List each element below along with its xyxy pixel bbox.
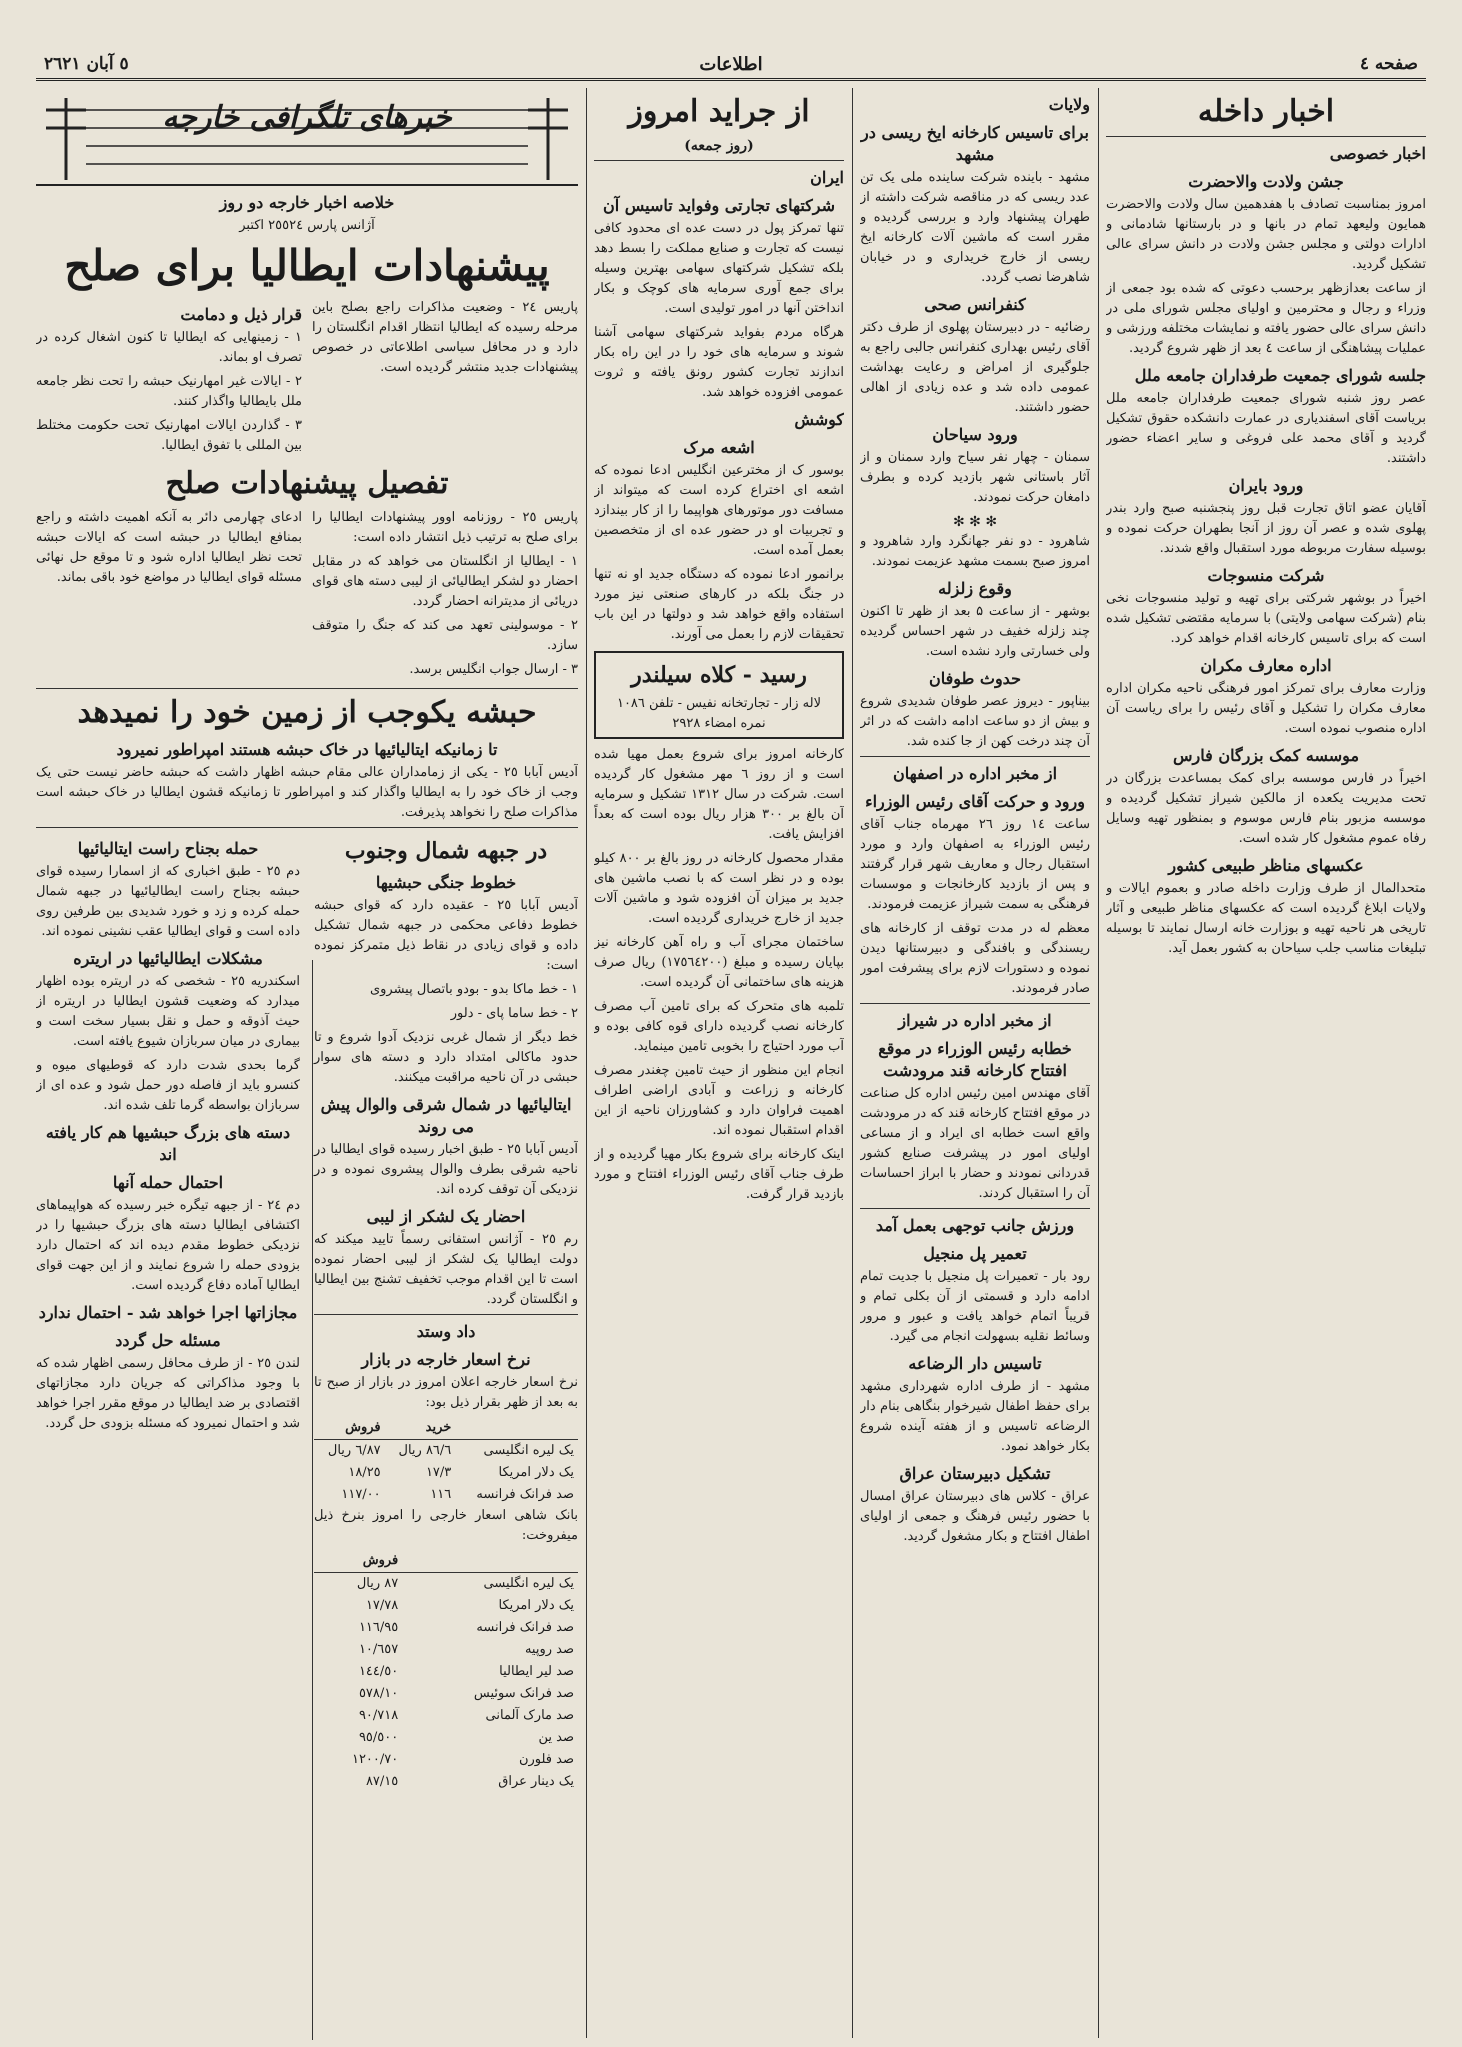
page-number: صفحه ٤ <box>1359 54 1418 74</box>
article-text: گرما بحدی شدت دارد که قوطیهای میوه و کنسرو باید از فاصله دور حمل شود و عده ای از سربازان بواسطه گرما تلف شده اند. <box>36 1058 300 1113</box>
article-heading: ایتالیائیها در شمال شرقی والوال پیش می روند <box>320 1095 572 1136</box>
list-item: ٣ - ارسال جواب انگلیس برسد. <box>409 662 578 677</box>
article-text: دم ۲٤ - از جبهه تیگره خبر رسیده که هواپیماهای اکتشافی ایطالیا دسته های بزرگ حبشیها را در نزدیکی خطوط مقدم دیده اند که احتمال دارد بزودی حمله را شروع نمایند و از این جهت قوای ایطالیا آماده دفاع گردیده است. <box>36 1198 300 1293</box>
currency-name: صد فرانک فرانسه <box>476 1487 574 1502</box>
article-text: رضائیه - در دبیرستان پهلوی از طرف دکتر آقای رئیس بهداری کنفرانس جالبی راجع به جلوگیری از امراض و رعایت بهداشت عمومی داده شد و عده زیادی از اهالی حضور داشتند. <box>860 320 1090 415</box>
buy-rate: ۱۱٦ <box>430 1487 452 1502</box>
article-text: ساعت ۱٤ روز ۲٦ مهرماه جناب آقای رئیس الوزراء به اصفهان وارد و مورد استقبال رجال و معاریف شهر قرار گرفتند و پس از بازدید کارخانجات و موسسات فرهنگی به سمت شیراز عزیمت فرمودند. <box>860 817 1090 912</box>
article-text: آقایان عضو اتاق تجارت قبل روز پنجشنبه صبح وارد بندر پهلوی شده و عصر آن روز از آنجا بطهران حرکت نموده و بوسیله سفارت مربوطه مورد استقبال واقع شدند. <box>1106 501 1426 556</box>
article-text: شاهرود - دو نفر جهانگرد وارد شاهرود و امروز صبح بسمت مشهد عزیمت نمودند. <box>860 534 1090 569</box>
local-news-title: اخبار داخله <box>1197 94 1335 129</box>
article-text: هرگاه مردم بفواید شرکتهای سهامی آشنا شوند و سرمایه های خود را در این راه بکار اندازند تجارت کشور رونق یافته و ثروت عمومی افزوده خواهد شد. <box>594 325 844 400</box>
sell-rate: ٦٥٧/۱۰ <box>358 1642 399 1657</box>
issue-date: ٥ آبان ٢٦٢١ <box>44 54 129 74</box>
article-text: بوشهر - از ساعت ۵ بعد از ظهر تا اکنون چند زلزله خفیف در شهر احساس گردیده ولی خسارتی وارد نشده است. <box>860 604 1090 659</box>
sell-rate: ۱٤٤/٥۰ <box>358 1664 399 1679</box>
article-text: بوسور ک از مخترعین انگلیس ادعا نموده که اشعه ای اختراع کرده است که میتواند از مسافت دور موتورهای هواپیما را از کار بیندازد و تجربیات او در حضور عده ای از متخصصین بعمل آمده است. <box>594 463 844 558</box>
sell-rate: ٥۷۸/۱۰ <box>358 1686 399 1701</box>
table-row <box>314 1661 578 1683</box>
article-heading: از مخبر اداره در اصفهان <box>892 764 1058 783</box>
article-text: عصر روز شنبه شورای جمعیت طرفداران جامعه ملل بریاست آقای اسفندیاری در عمارت دانشکده حقوق تشکیل گردید و آقای محمد علی فروغی و سایر اعضاء حضور داشتند. <box>1106 391 1426 466</box>
table-row <box>314 1462 578 1484</box>
column-rule <box>1098 88 1099 2038</box>
buy-header: خرید <box>385 1417 456 1440</box>
buy-rate: ۱۷/۳ <box>425 1465 452 1480</box>
advertisement-title: رسید - کلاه سیلندر <box>631 662 807 688</box>
article-heading: اداره معارف مکران <box>1200 656 1332 675</box>
advertisement-box <box>594 651 844 739</box>
article-heading: جلسه شورای جمعیت طرفداران جامعه ملل <box>1134 366 1426 385</box>
list-item: ١ - خط ماکا بدو - بودو باتصال پیشروی <box>369 982 578 997</box>
article-heading: تاسیس دار الرضاعه <box>908 1354 1042 1373</box>
currency-name: یک لیره انگلیسی <box>483 1443 574 1458</box>
article-text: تلمبه های متحرک که برای تامین آب مصرف کارخانه نصب گردیده دارای قوه کافی بوده و آب مورد احتیاج را بخوبی تامین مینماید. <box>594 999 844 1054</box>
table-row <box>314 1705 578 1727</box>
table-row <box>314 1683 578 1705</box>
article-heading: ورود سیاحان <box>932 425 1018 444</box>
article-heading: کنفرانس صحی <box>924 295 1026 314</box>
article-heading: تشکیل دبیرستان عراق <box>899 1464 1051 1483</box>
advertisement-number: نمره امضاء ۲٩۲۸ <box>672 716 766 731</box>
currency-name: صد مارک آلمانی <box>485 1708 574 1723</box>
local-news-column <box>1106 88 1426 2038</box>
bank-note: بانک شاهی اسعار خارجی را امروز بنرخ ذیل میفروخت: <box>314 1508 578 1543</box>
table-row <box>314 1771 578 1793</box>
article-heading: مشکلات ایطالیائیها در اریتره <box>73 949 263 968</box>
list-heading: قرار ذیل و دمامت <box>180 305 302 324</box>
article-headline: حبشه یکوجب از زمین خود را نمیدهد <box>77 695 537 730</box>
foreign-summary: خلاصه اخبار خارجه دو روز <box>219 193 395 212</box>
currency-name: صد لیر ایطالیا <box>499 1664 574 1679</box>
article-heading: مجازاتها اجرا خواهد شد - احتمال ندارد <box>38 1303 298 1322</box>
sell-rate: ۸۷/٦ ریال <box>327 1443 381 1458</box>
article-text: آدیس آبابا ۲٥ - یکی از زمامداران عالی مقام حبشه اظهار داشت که حبشه حاضر نیست حتی یک وجب از خاک خود را به ایطالیا واگذار کند و امپراطور تا زمانیکه قشون ایطالیا در خاک حبشه است مذاکرات صلح را نخواهد پذیرفت. <box>36 765 578 820</box>
sell-rate: ۱۷/۷۸ <box>365 1598 399 1613</box>
article-heading: موسسه کمک بزرگان فارس <box>1172 746 1360 765</box>
list-item: ٢ - خط ساما پای - دلور <box>450 1006 578 1021</box>
provinces-column <box>860 88 1090 2038</box>
article-text: مشهد - از طرف اداره شهرداری مشهد برای حفظ اطفال شیرخوار بنگاهی بنام دار الرضاعه تاسیس و از هفته آینده شروع بکار خواهد نمود. <box>860 1379 1090 1454</box>
article-heading: خطابه رئیس الوزراء در موقع افتتاح کارخانه قند مرودشت <box>878 1039 1072 1080</box>
table-row <box>314 1639 578 1661</box>
article-text: رود بار - تعمیرات پل منجیل با جدیت تمام ادامه دارد و قسمتی از آن بکلی تمام و قریباً اتمام خواهد یافت و عبور و مرور وسائط نقلیه بسهولت انجام می گیرد. <box>860 1269 1090 1344</box>
table-row <box>314 1484 578 1506</box>
sell-rate: ۸۷/۱٥ <box>365 1774 399 1789</box>
currency-name: یک دلار امریکا <box>498 1465 574 1480</box>
article-text: پاریس ۲٤ - وضعیت مذاکرات راجع بصلح باین مرحله رسیده که ایطالیا انتظار اقدام انگلستان را دارد و در محافل سیاسی اطلاعاتی در خصوص پیشنهادات جدید منتشر گردیده است. <box>312 300 578 375</box>
article-text: عراق - کلاس های دبیرستان عراق امسال با حضور رئیس فرهنگ و جمعی از اولیای اطفال افتتاح و بکار مشغول گردید. <box>860 1489 1090 1544</box>
foreign-news-banner-title: خبرهای تلگرافی خارجه <box>162 100 452 135</box>
buy-rate: ۸٦/٦ ریال <box>398 1443 452 1458</box>
article-heading: دسته های بزرگ حبشیها هم کار یافته اند <box>45 1123 291 1164</box>
article-text: ساختمان مجرای آب و راه آهن کارخانه نیز بپایان رسیده و مبلغ (۱۷٥٦٤٢٠٠) ریال صرف هزینه های ساختمانی آن گردیده است. <box>594 935 844 990</box>
newspaper-name: اطلاعات <box>699 54 763 75</box>
column-rule <box>852 88 853 2038</box>
article-subheading: احتمال حمله آنها <box>112 1173 224 1192</box>
currency-name: صد فلورن <box>518 1752 574 1767</box>
article-text: اخیراً در بوشهر شرکتی برای تهیه و تولید منسوجات نخی بنام (شرکت سهامی ولایتی) با سرمایه مقتضی تشکیل شده است که برای تاسیس کارخانه اقدام خواهد کرد. <box>1106 591 1426 646</box>
article-text: آقای مهندس امین رئیس اداره کل صناعت در موقع افتتاح کارخانه قند که در مرودشت واقع است خطابه ای ایراد و از مساعی اولیای امور در پیشرفت صنایع کشور قدردانی نمودند و حضار با ابراز احساسات آن را استقبال کردند. <box>860 1086 1090 1201</box>
article-text: پاریس ۲٥ - روزنامه اوور پیشنهادات ایطالیا را برای صلح به ترتیب ذیل انتشار داده است: <box>312 510 578 545</box>
section-heading: اخبار خصوصی <box>1329 144 1426 163</box>
article-heading: عکسهای مناظر طبیعی کشور <box>1168 856 1364 875</box>
section-heading: ولایات <box>1048 95 1090 114</box>
list-item: ١ - ایطالیا از انگلستان می خواهد که در مقابل احضار دو لشکر ایطالیائی از لیبی دسته های قوای دریائی از مدیترانه احضار گردد. <box>312 554 578 609</box>
column-rule <box>586 88 587 2038</box>
article-headline: تفصیل پیشنهادات صلح <box>165 466 449 501</box>
article-text: دم ۲٥ - طبق اخباری که از اسمارا رسیده قوای حبشه بجناح راست ایطالیائیها در جبهه شمال حمله کرده و زد و خورد شدیدی بین طرفین روی داده است و قوای ایطالیا عقب نشینی نموده اند. <box>36 864 300 939</box>
article-text: متحدالمال از طرف وزارت داخله صادر و بعموم ایالات و ولایات ابلاغ گردیده است که عکسهای مناظر طبیعی و آثار تاریخی هر ناحیه تهیه و بوزارت خانه ارسال نمایند تا بوسیله تبلیغات مناسب جلب سیاحان به کشور بعمل آید. <box>1106 881 1426 956</box>
section-heading: داد وستد <box>416 1322 476 1341</box>
article-heading: برای تاسیس کارخانه ایخ ریسی در مشهد <box>861 123 1089 164</box>
article-heading: از مخبر اداره در شیراز <box>898 1011 1052 1030</box>
article-text: امروز بمناسبت تصادف با هفدهمین سال ولادت والاحضرت همایون ولیعهد تمام در بانها و در بارستانها شادمانی و ادارات دولتی و مجلس جشن ولادت در دانش سرای عالی تشکیل گردید. <box>1106 197 1426 272</box>
article-text: مشهد - باینده شرکت ساینده ملی یک تن عدد ریسی که در مناقصه شرکت داشته از طهران پیشنهاد وارد و بررسی گردیده و مقرر است که ماشین آلات کارخانه ایخ ریسی از خارج خریداری و در خیابان شاهرضا نصب گردد. <box>860 170 1090 285</box>
currency-name: یک لیره انگلیسی <box>483 1576 574 1591</box>
table-row <box>314 1573 578 1596</box>
article-text: لندن ۲٥ - از طرف محافل رسمی اظهار شده که با وجود مذاکراتی که جریان دارد مجازاتهای اقتصادی بر ضد ایطالیا در موقع مقرر اجرا خواهد شد و احتمال نمیرود که مسئله بزودی حل گردد. <box>36 1356 300 1431</box>
article-text: ادعای چهارمی دائر به آنکه اهمیت داشته و راجع بمنافع ایطالیا در حبشه است که ایالات حبشه تحت نظر ایطالیا اداره شود و تا موقع حل نهائی مسئله قوای ایطالیا در مواضع خود باقی بماند. <box>36 510 302 585</box>
table-row <box>314 1617 578 1639</box>
article-text: بیناپور - دیروز عصر طوفان شدیدی شروع و بیش از دو ساعت ادامه داشت که در اثر آن چند درخت کهن از جا کنده شد. <box>860 694 1090 749</box>
section-heading: ایران <box>810 168 844 187</box>
main-headline: پیشنهادات ایطالیا برای صلح <box>64 241 550 290</box>
article-heading: حمله بجناح راست ایتالیائیها <box>77 839 259 858</box>
article-text: انجام این منظور از حیث تامین چغندر مصرف کارخانه و زراعت و آبادی اراضی اطراف اهمیت فراوان دارد و کشاورزان ناحیه از این اقدام استقبال نموده اند. <box>594 1063 844 1138</box>
list-item: ٢ - ایالات غیر امهارنیک حبشه را تحت نظر جامعه ملل بایطالیا واگذار کنند. <box>36 374 302 409</box>
article-heading: احضار یک لشکر از لیبی <box>366 1207 526 1226</box>
article-headline: در جبهه شمال وجنوب <box>344 838 548 864</box>
article-heading: ورود بایران <box>1228 476 1304 495</box>
article-text: وزارت معارف برای تمرکز امور فرهنگی ناحیه مکران اداره معارف مکران را تشکیل و آقای رئیس را برای ریاست آن اداره منصوب نموده است. <box>1106 681 1426 736</box>
article-text: برانمور ادعا نموده که دستگاه جدید او نه تنها در جنگ بلکه در کارهای صنعتی نیز مورد استفاده واقع خواهد شد و دولتها در این باب تحقیقات لازم را بعمل می آورند. <box>594 567 844 642</box>
sell-rate: ٥۰۰/٩٥ <box>358 1730 399 1745</box>
article-text: نرخ اسعار خارجه اعلان امروز در بازار از صبح تا به بعد از ظهر بقرار ذیل بود: <box>314 1375 578 1410</box>
article-subheadline: تا زمانیکه ایتالیائیها در خاک حبشه هستند امپراطور نمیرود <box>116 740 498 759</box>
article-heading: ورزش جانب توجهی بعمل آمد <box>875 1216 1075 1235</box>
press-title: از جراید امروز <box>628 94 810 129</box>
table-row <box>314 1440 578 1463</box>
article-heading: اشعه مرک <box>683 438 755 457</box>
table-row <box>314 1727 578 1749</box>
article-heading: وقوع زلزله <box>938 579 1012 598</box>
masthead <box>36 52 1426 81</box>
sell-rate: ۷۱۸/٩۰ <box>358 1708 399 1723</box>
sell-rate: ۸۷ ریال <box>356 1576 399 1591</box>
sell-rate: ۱۱۷/۰۰ <box>341 1487 381 1502</box>
article-subheadline: خطوط جنگی حبشیها <box>375 873 517 892</box>
currency-name: صد ین <box>538 1730 574 1745</box>
exchange-rates-table <box>314 1417 578 1793</box>
article-text: از ساعت بعدازظهر برحسب دعوتی که شده بود جمعی از وزراء و رجال و محترمین و اولیای مجلس شورای ملی در دانش سرای عالی حضور یافته و نمایشات مختلفه ورزشی و عملیات پیشاهنگی از ساعت ٤ بعد از ظهر شروع گردید. <box>1106 281 1426 356</box>
article-text: معظم له در مدت توقف از کارخانه های ریسندگی و بافندگی و دبیرستانها دیدن نموده و دستورات لازم برای پیشرفت امور صادر فرمودند. <box>860 921 1090 996</box>
article-text: رم ۲٥ - آژانس استفانی رسماً تایید میکند که دولت ایطالیا یک لشکر از لیبی احضار نموده است تا این اقدام موجب تخفیف تشنج بین ایطالیا و انگلستان گردد. <box>314 1232 578 1307</box>
article-heading: شرکتهای تجارتی وفواید تاسیس آن <box>603 196 835 215</box>
article-subheading: مسئله حل گردد <box>115 1331 221 1350</box>
article-text: مقدار محصول کارخانه در روز بالغ بر ۸۰۰ کیلو بوده و در نظر است که با نصب ماشین های جدید بر میزان آن افزوده شود و ماشین آلات جدید از خارج خریداری گردیده است. <box>594 851 844 926</box>
currency-name: یک دینار عراق <box>498 1774 574 1789</box>
article-heading: شرکت منسوجات <box>1207 566 1325 585</box>
article-text: اخیراً در فارس موسسه برای کمک بمساعدت بزرگان در تحت مدیریت یکعده از مالکین شیراز تشکیل گردیده و موسسه مزبور بنام فارس موسوم و بمنظور تهیه وسایل رفاه عموم مشغول کار شده است. <box>1106 771 1426 846</box>
article-text: کارخانه امروز برای شروع بعمل مهیا شده است و از روز ٦ مهر مشغول کار گردیده است. شرکت در سال ۱۳۱۲ تشکیل و سرمایه آن بالغ بر ۳۰۰ هزار ریال بوده است که بعداً افزایش یافت. <box>594 747 844 842</box>
sell-rate: ۱۱٦/٩٥ <box>358 1620 399 1635</box>
article-heading: حدوث طوفان <box>929 669 1021 688</box>
news-agency-line: آژانس پارس ۲٥٥۲٤ اکتبر <box>239 218 375 233</box>
article-heading: تعمیر پل منجیل <box>923 1244 1027 1263</box>
article-text: اینک کارخانه برای شروع بکار مهیا گردیده و از طرف جناب آقای رئیس الوزراء افتتاح و مورد بازدید قرار گرفت. <box>594 1147 844 1202</box>
currency-name: صد فرانک فرانسه <box>476 1620 574 1635</box>
article-heading: نرخ اسعار خارجه در بازار <box>361 1350 531 1369</box>
article-heading: جشن ولادت والاحضرت <box>1188 172 1344 191</box>
article-text: تنها تمرکز پول در دست عده ای محدود کافی نیست که تجارت و صنایع مملکت را بسط دهد بلکه تشکیل شرکتهای سهامی بهترین وسیله برای جمع آوری سرمایه های کوچک و بکار انداختن آنها در امور تولیدی است. <box>594 221 844 316</box>
sell-rate: ۱۸/۲٥ <box>348 1465 381 1480</box>
separator-stars: ✻ ✻ ✻ <box>952 514 998 530</box>
currency-name: صد روپیه <box>524 1642 574 1657</box>
table-row <box>314 1595 578 1617</box>
article-heading: ورود و حرکت آقای رئیس الوزراء <box>865 792 1085 811</box>
article-text: سمنان - چهار نفر سیاح وارد سمنان و از آثار باستانی شهر بازدید کرده و بطرف دامغان حرکت نمودند. <box>860 450 1090 505</box>
foreign-news-column <box>36 88 578 2038</box>
section-heading: کوشش <box>794 410 844 429</box>
press-subtitle: (روز جمعه) <box>684 138 754 154</box>
sell-rate: ۱۲۰۰/۷۰ <box>351 1752 399 1767</box>
currency-name: یک دلار امریکا <box>498 1598 574 1613</box>
press-column <box>594 88 844 2038</box>
list-item: ٢ - موسولینی تعهد می کند که جنگ را متوقف سازد. <box>312 618 578 653</box>
article-text: اسکندریه ۲٥ - شخصی که در اریتره بوده اظهار میدارد که وضعیت قشون ایطالیا در اریتره از حیث آذوقه و حمل و نقل بسیار سخت است و بیماری در میان سربازان شیوع یافته است. <box>36 974 300 1049</box>
list-item: ١ - زمینهایی که ایطالیا تا کنون اشغال کرده در تصرف او بماند. <box>36 330 302 365</box>
advertisement-address: لاله زار - تجارتخانه نفیس - تلفن ۱۰۸٦ <box>616 696 822 711</box>
currency-name: صد فرانک سوئیس <box>473 1686 574 1701</box>
article-text: آدیس آبابا ۲٥ - عقیده دارد که قوای حبشه خطوط دفاعی محکمی در جبهه شمال تشکیل داده و قوای زیادی در نقاط ذیل متمرکز نموده است: <box>314 898 578 973</box>
sell-header: فروش <box>314 1417 385 1440</box>
sell-header: فروش <box>314 1550 402 1573</box>
foreign-news-banner <box>36 88 578 186</box>
article-text: خط دیگر از شمال غربی نزدیک آدوا شروع و تا حدود ماکالی امتداد دارد و دسته های سوار حبشی در آن ناحیه مراقبت میکنند. <box>314 1030 578 1085</box>
table-row <box>314 1749 578 1771</box>
article-text: آدیس آبابا ۲٥ - طبق اخبار رسیده قوای ایطالیا در ناحیه شرقی بطرف والوال پیشروی نموده و در نزدیکی آن توقف کرده اند. <box>314 1142 578 1197</box>
list-item: ٣ - گذاردن ایالات امهارنیک تحت حکومت مختلط بین المللی با تفوق ایطالیا. <box>36 418 302 453</box>
